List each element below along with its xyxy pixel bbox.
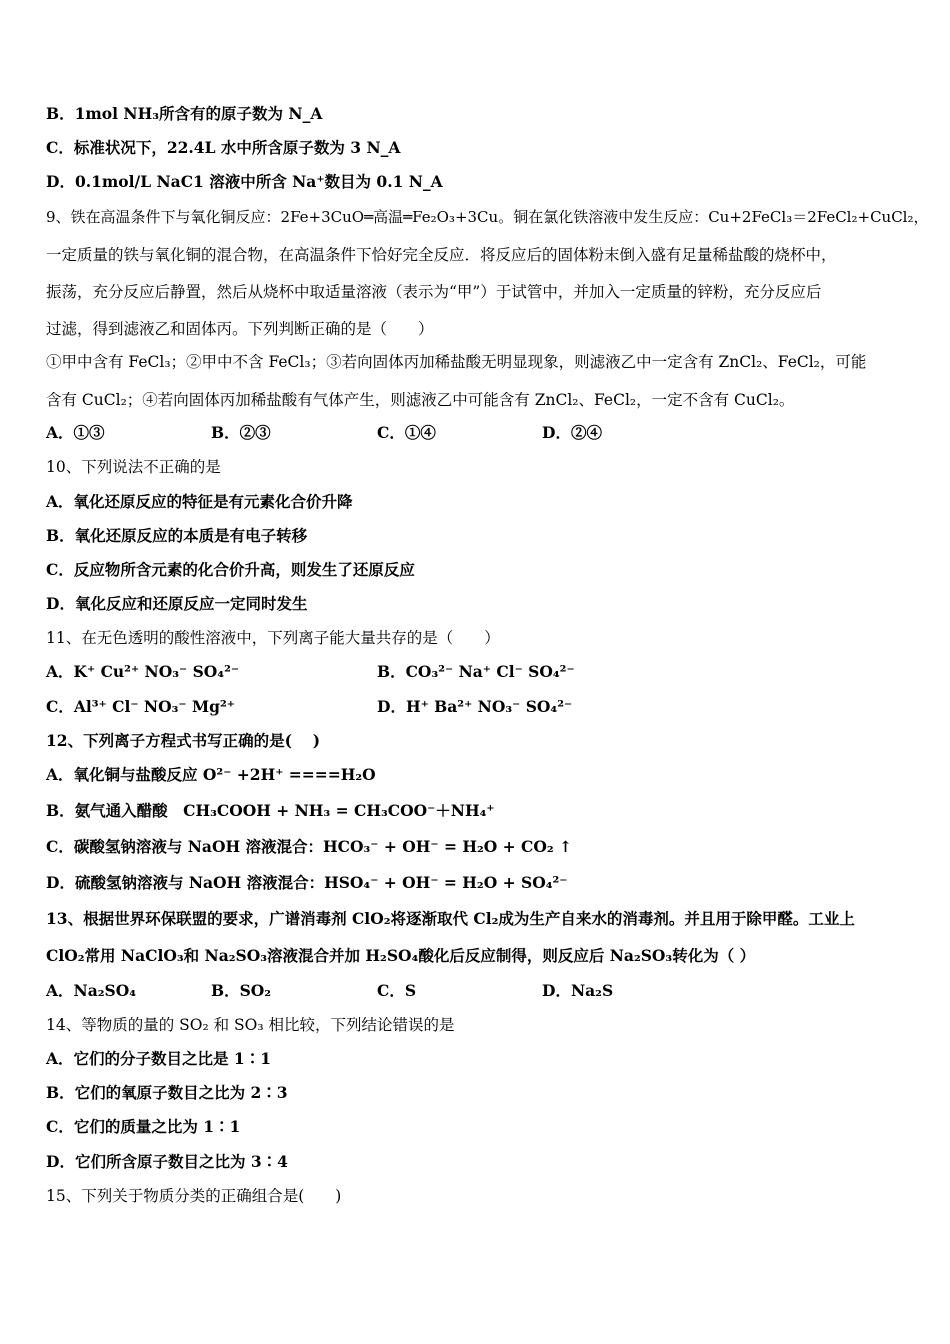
q10-option-c: C．反应物所含元素的化合价升高，则发生了还原反应 <box>46 560 415 579</box>
q9-option-a: A．①③ <box>46 423 105 442</box>
q13-option-a: A．Na₂SO₄ <box>46 981 137 1000</box>
q12-option-b: B．氨气通入醋酸 CH₃COOH + NH₃ = CH₃COO⁻＋NH₄⁺ <box>46 801 495 820</box>
q13-stem-line-1: 13、根据世界环保联盟的要求，广谱消毒剂 ClO₂将逐渐取代 Cl₂成为生产自来水的消毒剂。并且用于除甲醛。工业上 <box>46 909 855 928</box>
q12-option-c: C．碳酸氢钠溶液与 NaOH 溶液混合：HCO₃⁻ + OH⁻ = H₂O + CO₂ ↑ <box>46 837 573 856</box>
q9-option-b: B．②③ <box>211 423 271 442</box>
q13-stem-line-2: ClO₂常用 NaClO₃和 Na₂SO₃溶液混合并加 H₂SO₄酸化后反应制得，则反应后 Na₂SO₃转化为（ ） <box>46 946 756 965</box>
q9-stem-line-1: 9、铁在高温条件下与氧化铜反应：2Fe+3CuO═高温═Fe₂O₃+3Cu。铜在氯化铁溶液中发生反应：Cu+2FeCl₃＝2FeCl₂+CuCl₂， <box>46 208 929 226</box>
q13-option-c: C．S <box>377 981 417 1000</box>
q14-stem: 14、等物质的量的 SO₂ 和 SO₃ 相比较，下列结论错误的是 <box>46 1016 455 1034</box>
q10-option-d: D．氧化反应和还原反应一定同时发生 <box>46 594 308 613</box>
q10-option-b: B．氧化还原反应的本质是有电子转移 <box>46 526 308 545</box>
q11-option-d: D．H⁺ Ba²⁺ NO₃⁻ SO₄²⁻ <box>377 697 573 716</box>
q10-option-a: A．氧化还原反应的特征是有元素化合价升降 <box>46 492 353 511</box>
q9-stem-line-6: 含有 CuCl₂；④若向固体丙加稀盐酸有气体产生，则滤液乙中可能含有 ZnCl₂、FeCl₂，一定不含有 CuCl₂。 <box>46 391 795 409</box>
q14-option-d: D．它们所含原子数目之比为 3∶4 <box>46 1152 288 1171</box>
q11-option-c: C．Al³⁺ Cl⁻ NO₃⁻ Mg²⁺ <box>46 697 235 716</box>
q10-stem: 10、下列说法不正确的是 <box>46 458 221 476</box>
q8-option-c: C．标准状况下，22.4L 水中所含原子数为 3 N_A <box>46 138 401 157</box>
q11-option-b: B．CO₃²⁻ Na⁺ Cl⁻ SO₄²⁻ <box>377 662 575 681</box>
q13-option-d: D．Na₂S <box>542 981 614 1000</box>
q9-stem-line-2: 一定质量的铁与氧化铜的混合物，在高温条件下恰好完全反应．将反应后的固体粉末倒入盛有足量稀盐酸的烧杯中， <box>46 246 837 264</box>
q9-stem-line-5: ①甲中含有 FeCl₃；②甲中不含 FeCl₃；③若向固体丙加稀盐酸无明显现象，则滤液乙中一定含有 ZnCl₂、FeCl₂，可能 <box>46 353 867 371</box>
q12-option-a: A．氧化铜与盐酸反应 O²⁻ +2H⁺ ====H₂O <box>46 765 376 784</box>
q14-option-c: C．它们的质量之比为 1∶1 <box>46 1117 241 1136</box>
q9-option-c: C．①④ <box>377 423 436 442</box>
q9-option-d: D．②④ <box>542 423 602 442</box>
q9-stem-line-3: 振荡，充分反应后静置，然后从烧杯中取适量溶液（表示为“甲”）于试管中，并加入一定质量的锌粉，充分反应后 <box>46 283 822 301</box>
q11-option-a: A．K⁺ Cu²⁺ NO₃⁻ SO₄²⁻ <box>46 662 240 681</box>
q14-option-a: A．它们的分子数目之比是 1∶1 <box>46 1049 271 1068</box>
q15-stem: 15、下列关于物质分类的正确组合是( ) <box>46 1187 342 1205</box>
q8-option-b: B．1mol NH₃所含有的原子数为 N_A <box>46 104 323 123</box>
q11-stem: 11、在无色透明的酸性溶液中，下列离子能大量共存的是（ ） <box>46 629 500 647</box>
q12-option-d: D．硫酸氢钠溶液与 NaOH 溶液混合：HSO₄⁻ + OH⁻ = H₂O + SO₄²⁻ <box>46 873 568 892</box>
q13-option-b: B．SO₂ <box>211 981 272 1000</box>
q9-stem-line-4: 过滤，得到滤液乙和固体丙。下列判断正确的是（ ） <box>46 320 434 338</box>
q14-option-b: B．它们的氧原子数目之比为 2∶3 <box>46 1083 288 1102</box>
q12-stem: 12、下列离子方程式书写正确的是( ) <box>46 731 321 750</box>
q8-option-d: D．0.1mol/L NaC1 溶液中所含 Na⁺数目为 0.1 N_A <box>46 172 443 191</box>
